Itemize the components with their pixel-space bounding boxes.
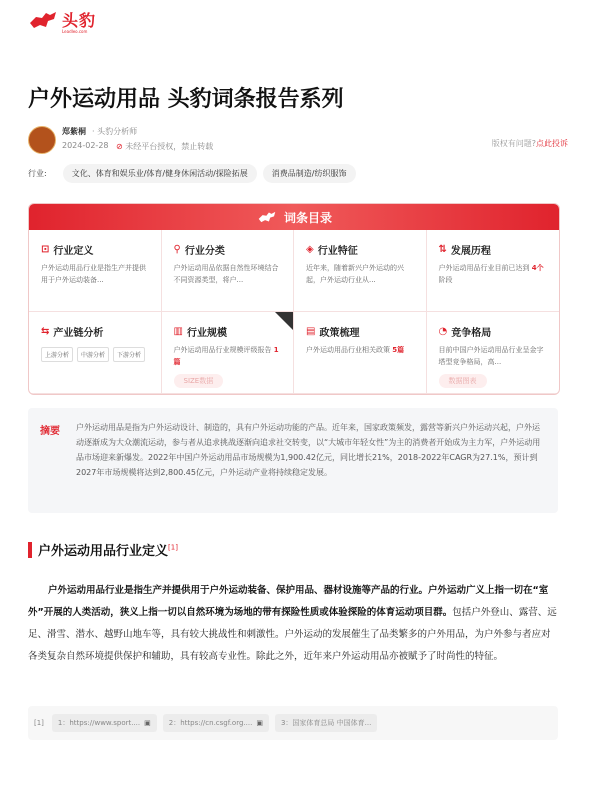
- ref-text: 1：https://www.sport....: [57, 719, 141, 727]
- toc-item-desc: 户外运动用品依据自然性环境结合不同资源类型，将户...: [173, 264, 279, 284]
- repost-notice-text: 未经平台授权，禁止转载: [125, 142, 214, 151]
- desc-text: 户外运动用品行业相关政策: [306, 346, 390, 354]
- toc-header: [29, 204, 559, 230]
- desc-text: 户外运动用品行业目前已达到: [438, 264, 530, 272]
- section-title-text: 户外运动用品行业定义: [38, 544, 169, 559]
- highlight-count: 5篇: [392, 346, 405, 354]
- toc-item-history[interactable]: [427, 230, 560, 312]
- industry-tags: [28, 164, 356, 183]
- toc-item-scale[interactable]: [162, 312, 295, 394]
- toc-item-title: 产业链分析: [53, 328, 104, 339]
- ref-number: [1]: [34, 719, 44, 727]
- toc-item-title: 行业规模: [186, 328, 227, 339]
- chart-data-button[interactable]: 数据图表: [439, 374, 487, 388]
- section-heading: [28, 540, 178, 559]
- toc-item-desc: 近年来，随着新兴户外运动的兴起，户外运动行业从...: [306, 264, 404, 284]
- ref-text: 3：国家体育总局 中国体育...: [280, 719, 372, 727]
- industry-label: 行业:: [28, 169, 47, 178]
- toc-item-competition[interactable]: [427, 312, 560, 394]
- feature-icon: ◈: [306, 244, 314, 255]
- references-bar: [28, 706, 558, 740]
- publish-date: 2024-02-28: [62, 141, 109, 150]
- body-paragraph: [28, 580, 558, 668]
- desc-text: 阶段: [438, 276, 453, 284]
- chain-subtag[interactable]: 下游分析: [113, 347, 145, 362]
- abstract-box: [28, 408, 558, 513]
- page-title: 户外运动用品 头豹词条报告系列: [28, 87, 344, 112]
- policy-icon: ▤: [306, 326, 316, 337]
- abstract-label: 摘要: [40, 426, 60, 437]
- brand-name: 头豹: [62, 11, 97, 30]
- brand-logo[interactable]: [28, 8, 96, 31]
- leopard-logo-icon: [28, 9, 58, 31]
- industry-tag[interactable]: 文化、体育和娱乐业/体育/健身休闲活动/探险拓展: [63, 164, 257, 183]
- image-icon: ▣: [256, 719, 263, 727]
- industry-tag[interactable]: 消费品制造/纺织服饰: [263, 164, 356, 183]
- leopard-logo-icon: [256, 210, 278, 224]
- avatar[interactable]: [28, 126, 56, 154]
- author-bar: [28, 126, 568, 154]
- brand-url: Leadleo.com: [62, 29, 88, 34]
- scale-icon: ▥: [173, 326, 183, 337]
- toc-item-title: 行业定义: [53, 246, 94, 257]
- ref-text: 2：https://cn.csgf.org....: [168, 719, 253, 727]
- toc-item-title: 政策梳理: [319, 328, 360, 339]
- toc-item-desc: 目前中国户外运动用品行业呈金字塔型竞争格局，高...: [438, 346, 544, 366]
- reference-link[interactable]: [52, 714, 157, 732]
- author-name[interactable]: 郑紫桐: [62, 127, 86, 136]
- report-link[interactable]: 点此投诉: [536, 139, 568, 148]
- toc-item-title: 行业特征: [317, 246, 358, 257]
- highlight-count: 1篇: [173, 346, 279, 366]
- copyright-text: 版权有问题?: [491, 139, 536, 148]
- toc-item-feature[interactable]: [294, 230, 427, 312]
- section-title: [38, 540, 178, 559]
- body-bold: 户外运动用品行业是指生产并提供用于户外运动装备、保护用品、器材设施等产品的行业。户外运动广义上指一切在“室外”开展的人类活动，狭义上指一切以自然环境为场地的带有探险性质或体验探险的体育运动项目群。: [28, 585, 549, 618]
- chain-subtag[interactable]: 上游分析: [41, 347, 73, 362]
- reference-link[interactable]: [275, 714, 377, 732]
- toc-item-chain[interactable]: [29, 312, 162, 394]
- definition-icon: ⊡: [41, 244, 50, 255]
- history-icon: ⇅: [438, 244, 447, 255]
- chain-icon: ⇆: [41, 326, 50, 337]
- classification-icon: ⚲: [173, 244, 181, 255]
- toc-item-title: 行业分类: [184, 246, 225, 257]
- table-of-contents: [28, 203, 560, 395]
- reference-link[interactable]: [163, 714, 269, 732]
- corner-badge: [275, 312, 293, 330]
- size-data-button[interactable]: SIZE数据: [174, 374, 224, 388]
- abstract-text: 户外运动用品是指为户外运动设计、制造的，具有户外运动功能的产品。近年来，国家政策频发，露营等新兴户外运动兴起，户外运动逐渐成为大众潮流运动，参与者从追求挑战逐渐向追求社交转变，以“大城市年轻女性”为主的消费者开始成为主力军，户外运动用品市场迎来新爆发。2022年中国户外运动用品市场规模为1,900.42亿元，同比增长21%，2018-2022年CAGR为27.1%，预计到2027年市场规模将达到2,800.45亿元，户外运动产业将持续稳定发展。: [76, 423, 541, 477]
- competition-icon: ◔: [438, 326, 448, 337]
- toc-item-desc: [174, 344, 284, 368]
- ban-icon: ⊘: [116, 142, 123, 151]
- copyright-notice: [492, 138, 568, 149]
- toc-item-desc: [439, 262, 550, 286]
- highlight-count: 4个: [531, 264, 544, 272]
- toc-item-definition[interactable]: [29, 230, 162, 312]
- author-role: · 头豹分析师: [92, 127, 138, 136]
- image-icon: ▣: [144, 719, 151, 727]
- toc-item-policy[interactable]: [294, 312, 427, 394]
- section-bar: [28, 542, 32, 558]
- footnote-ref[interactable]: [1]: [168, 543, 178, 552]
- desc-text: 户外运动用品行业规模评级报告: [173, 346, 272, 354]
- toc-item-desc: 户外运动用品行业是指生产并提供用于户外运动装备...: [41, 264, 146, 284]
- toc-item-classification[interactable]: [162, 230, 295, 312]
- toc-item-desc: [306, 344, 416, 356]
- body-rest: 包括户外登山、露营、远足、滑雪、潜水、越野山地车等，具有较大挑战性和刺激性。户外运动的发展催生了品类繁多的户外用品，为户外参与者应对各类复杂自然环境提供保护和辅助，具有较高专业性。除此之外，近年来户外运动用品亦被赋予了时尚性的特征。: [28, 607, 557, 662]
- repost-notice: [116, 141, 213, 152]
- toc-item-title: 竞争格局: [451, 328, 492, 339]
- toc-item-title: 发展历程: [450, 246, 491, 257]
- toc-title: 词条目录: [283, 210, 332, 225]
- chain-subtag[interactable]: 中游分析: [77, 347, 109, 362]
